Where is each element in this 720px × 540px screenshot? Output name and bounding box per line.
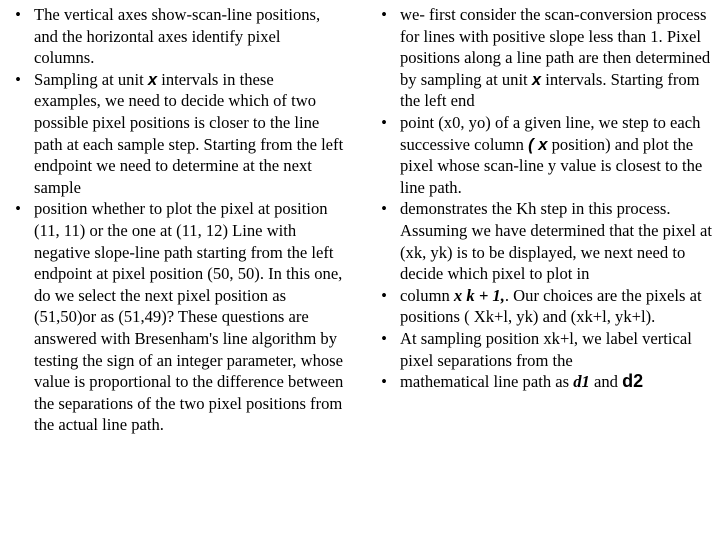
paragraph-text: The vertical axes show-scan-line positions, and the horizontal axes identify pixel columns.: [34, 5, 321, 68]
paragraph-text: intervals. Starting from the left end: [400, 69, 700, 111]
bullet-icon: •: [381, 5, 387, 24]
math-symbol: d2: [622, 371, 644, 392]
bullet-icon: •: [381, 328, 387, 348]
paragraph-text: demonstrates the Kh step in this process. Assuming we have determined that the pixel at (xk, yk) is to be displayed, we next need to decide which pixel to plot in: [400, 199, 712, 284]
bullet-icon: •: [15, 199, 21, 219]
list-item: [374, 285, 714, 328]
bullet-icon: •: [381, 285, 387, 305]
list-item: [374, 112, 714, 198]
list-item: [374, 4, 714, 112]
paragraph-text: position) and plot the pixel whose scan-line y value is closest to the line path.: [400, 134, 703, 197]
left-bullet-list: [8, 4, 344, 436]
paragraph-text: mathematical line path as: [400, 372, 574, 392]
right-bullet-list: [374, 4, 714, 393]
paragraph-text: At sampling position xk+l, we label vertical pixel separations from the: [400, 328, 692, 370]
list-item: [374, 371, 714, 393]
list-item: [8, 4, 344, 69]
paragraph-text: . Our choices are the pixels at positions ( Xk+l, yk) and (xk+l, yk+l).: [400, 285, 702, 327]
bullet-icon: •: [15, 5, 21, 24]
bullet-icon: •: [381, 112, 387, 132]
math-symbol: ( x: [528, 134, 548, 154]
list-item: [8, 198, 344, 436]
paragraph-text: and: [589, 372, 623, 392]
paragraph-text: point (x0, yo) of a given line, we step to each successive column: [400, 112, 701, 154]
paragraph-text: position whether to plot the pixel at position (11, 11) or the one at (11, 12) Line with negative slope-line path starting from the left endpoint at pixel position (50, 50). In this one, do we select the next pixel position as (51,50)or as (51,49)? These questions are answered with Bresenham's line algorithm by testing the sign of an integer parameter, whose value is proportional to the difference between the separations of the two pixel positions from the actual line path.: [34, 199, 344, 435]
bullet-icon: •: [15, 69, 21, 89]
math-symbol: x: [147, 69, 158, 89]
math-symbol: x k + 1,: [453, 285, 505, 305]
bullet-icon: •: [381, 199, 387, 219]
paragraph-text: column: [400, 285, 454, 305]
list-item: [374, 328, 714, 371]
list-item: [8, 69, 344, 199]
math-symbol: d1: [573, 372, 590, 392]
paragraph-text: we- first consider the scan-conversion process for lines with positive slope less than 1. Pixel positions along a line path are then determined by sampling at unit: [400, 5, 711, 89]
right-column: [374, 4, 714, 393]
bullet-icon: •: [381, 372, 387, 392]
left-column: [8, 4, 344, 436]
paragraph-text: intervals in these examples, we need to decide which of two possible pixel positions is closer to the line path at each sample step. Starting from the left endpoint we need to determine at the next sample: [34, 69, 344, 197]
paragraph-text: Sampling at unit: [34, 69, 148, 89]
list-item: [374, 198, 714, 284]
math-symbol: x: [531, 69, 542, 89]
